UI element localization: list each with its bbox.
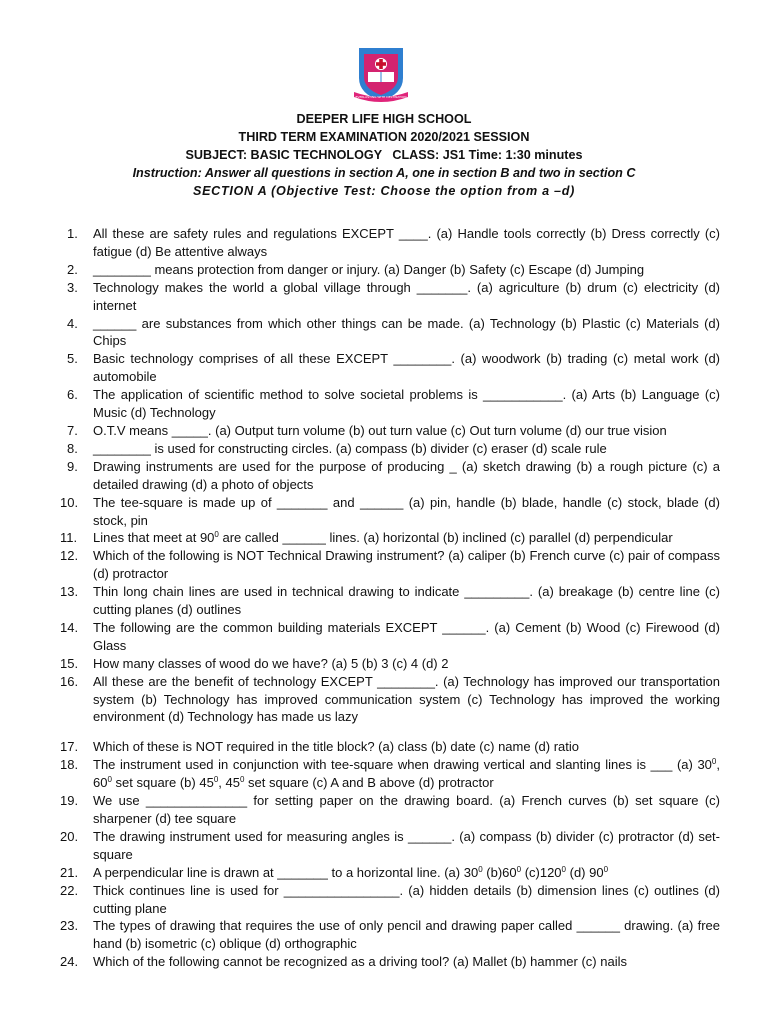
question-item: 5. Basic technology comprises of all these EXCEPT ________. (a) woodwork (b) trading (c) metal work (d) automobile: [67, 351, 720, 385]
school-crest-logo: [352, 44, 410, 104]
question-item: 8. ________ is used for constructing circles. (a) compass (b) divider (c) eraser (d) scale rule: [67, 440, 607, 456]
question-item: 21. A perpendicular line is drawn at _______ to a horizontal line. (a) $30^0$ $(b)60^0$ $(c)120^0$ (d) $90^0$: [60, 864, 609, 880]
question-item: 12. Which of the following is NOT Technical Drawing instrument? (a) caliper (b) French curve (c) pair of compass (d) protractor: [60, 548, 720, 582]
question-item: 15. How many classes of wood do we have? (a) 5 (b) 3 (c) 4 (d) 2: [60, 655, 449, 671]
exam-title: THIRD TERM EXAMINATION 2020/2021 SESSION: [238, 130, 530, 144]
question-item: 2. ________ means protection from danger or injury. (a) Danger (b) Safety (c) Escape (d) Jumping: [67, 261, 645, 277]
question-list: [58, 225, 720, 971]
subject-line: SUBJECT: BASIC TECHNOLOGY CLASS: JS1 Time: 1:30 minutes: [185, 148, 583, 162]
question-item: 19. We use ______________ for setting paper on the drawing board. (a) French curves (b) set square (c) sharpener (d) tee square: [60, 793, 720, 826]
logo-motto: EVERLASTING WITH DESTINATION: [355, 95, 407, 99]
question-item: 10. The tee-square is made up of _______ and ______ (a) pin, handle (b) blade, handle (c) stock, blade (d) stock, pin: [60, 494, 720, 528]
question-item: 9. Drawing instruments are used for the purpose of producing _ (a) sketch drawing (b) a rough picture (c) a detailed drawing (d) a photo of objects: [67, 458, 720, 492]
exam-header: [0, 110, 768, 200]
question-item: 3. Technology makes the world a global village through _______. (a) agriculture (b) drum (c) electricity (d) internet: [67, 279, 720, 313]
question-item: 14. The following are the common building materials EXCEPT ______. (a) Cement (b) Wood (c) Firewood (d) Glass: [60, 619, 720, 653]
instruction: Instruction: Answer all questions in section A, one in section B and two in section C: [132, 166, 636, 180]
question-item: 7. O.T.V means _____. (a) Output turn volume (b) out turn value (c) Out turn volume (d) our true vision: [67, 422, 667, 438]
question-item: 22. Thick continues line is used for ________________. (a) hidden details (b) dimension lines (c) outlines (d) cutting plane: [60, 882, 720, 916]
question-item: 16. All these are the benefit of technology EXCEPT ________. (a) Technology has improved our transportation system (b) Technology has improved communication system (c) Technology has improved the working environment (d) Technology has made us lazy: [60, 673, 720, 725]
question-item: 18. The instrument used in conjunction with tee-square when drawing vertical and slanting lines is ___ (a) $30^0$, $60^0$ set square (b) $45^0$, $45^0$ set square (c) A and B above (d) protractor: [60, 757, 720, 791]
school-name: DEEPER LIFE HIGH SCHOOL: [296, 112, 472, 126]
question-item: 4. ______ are substances from which other things can be made. (a) Technology (b) Plastic (c) Materials (d) Chips: [67, 315, 720, 349]
section-title: SECTION A (Objective Test: Choose the option from a –d): [192, 184, 576, 198]
question-item: 1. All these are safety rules and regulations EXCEPT ____. (a) Handle tools correctly (b) Dress correctly (c) fatigue (d) Be attentive always: [67, 226, 720, 259]
question-item: 20. The drawing instrument used for measuring angles is ______. (a) compass (b) divider (c) protractor (d) set-square: [60, 828, 720, 862]
question-item: 11. Lines that meet at $90^0$ are called ______ lines. (a) horizontal (b) inclined (c) parallel (d) perpendicular: [60, 530, 673, 546]
question-item: 6. The application of scientific method to solve societal problems is ___________. (a) Arts (b) Language (c) Music (d) Technology: [67, 387, 720, 421]
question-item: 17. Which of these is NOT required in the title block? (a) class (b) date (c) name (d) ratio: [60, 739, 580, 755]
question-item: 23. The types of drawing that requires the use of only pencil and drawing paper called ______ drawing. (a) free hand (b) isometric (c) oblique (d) orthographic: [60, 918, 720, 952]
question-item: 24. Which of the following cannot be recognized as a driving tool? (a) Mallet (b) hammer (c) nails: [60, 954, 627, 970]
question-item: 13. Thin long chain lines are used in technical drawing to indicate _________. (a) breakage (b) centre line (c) cutting planes (d) outlines: [60, 584, 720, 618]
